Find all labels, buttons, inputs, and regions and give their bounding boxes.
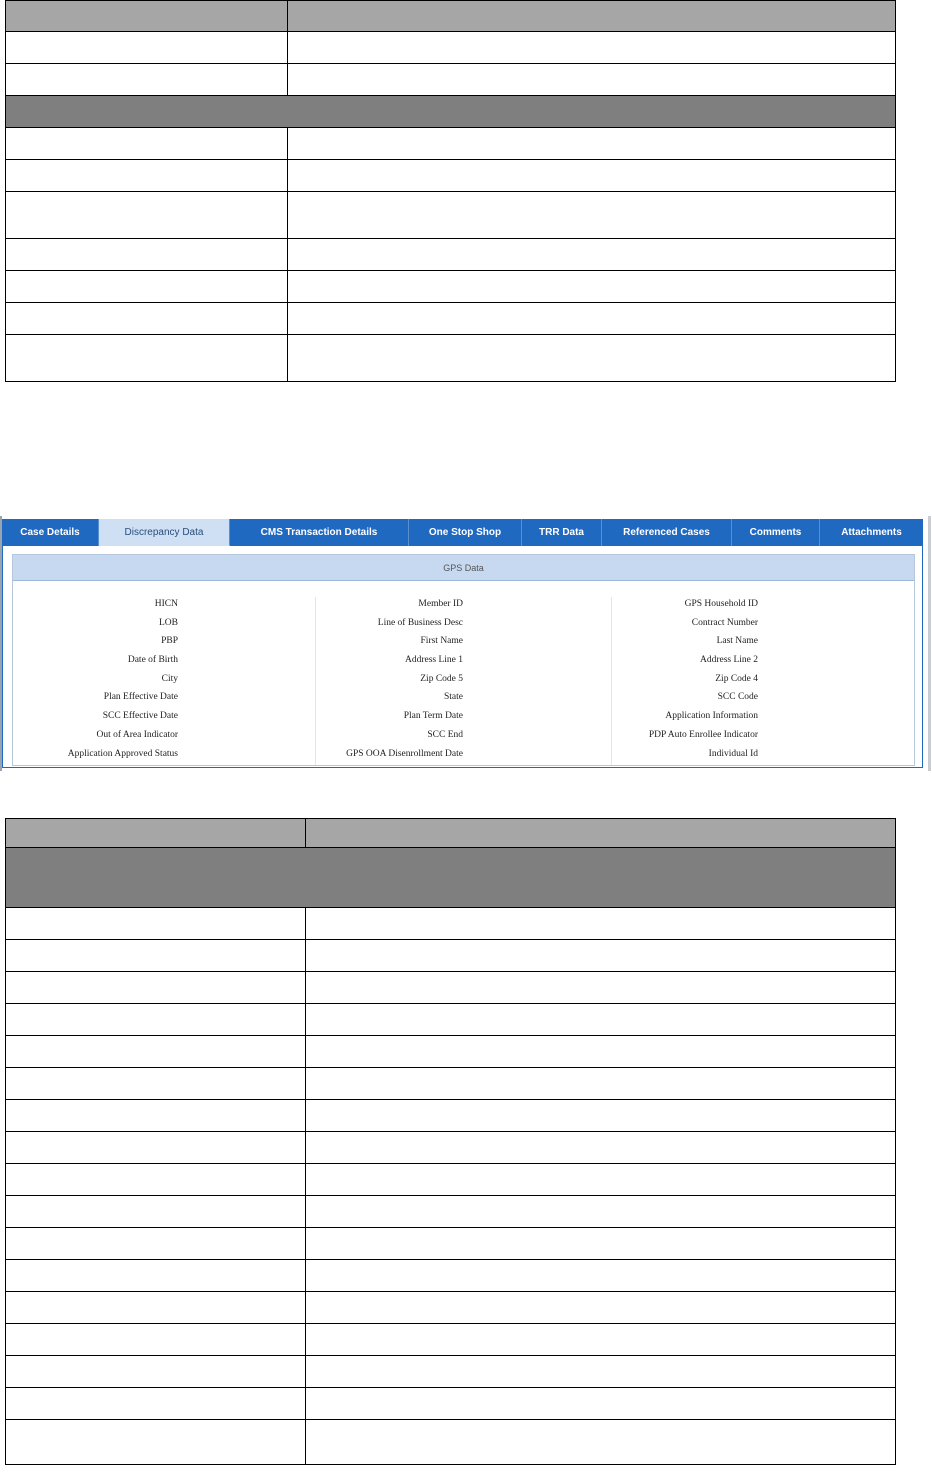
gps-field-label: Contract Number: [691, 617, 758, 628]
tab-comments[interactable]: Comments: [732, 519, 820, 546]
gps-field-label: Member ID: [418, 599, 463, 609]
gps-field-label: HICN: [154, 599, 178, 609]
case-detail-panel: [0, 516, 932, 771]
table-row: [6, 1068, 896, 1100]
gps-field-label: Zip Code 4: [715, 673, 758, 684]
table-row: [6, 239, 896, 271]
gps-field-label: PBP: [161, 636, 178, 647]
gps-field-label: PDP Auto Enrollee Indicator: [648, 729, 758, 740]
table-row: [6, 192, 896, 239]
gps-field-label: Out of Area Indicator: [96, 729, 178, 740]
table-row: [6, 128, 896, 160]
table-section-row: [6, 848, 896, 908]
gps-field-label: SCC Code: [717, 692, 758, 703]
gps-field-label: Application Information: [665, 711, 758, 722]
tab-trr-data[interactable]: TRR Data: [522, 519, 602, 546]
gps-column-3: [498, 595, 758, 763]
tab-cms-transaction-details[interactable]: CMS Transaction Details: [230, 519, 409, 546]
gps-data-section: [12, 554, 915, 766]
gps-section-title: GPS Data: [13, 555, 914, 581]
table-row: [6, 1196, 896, 1228]
table-row: [6, 1420, 896, 1465]
tab-discrepancy-data[interactable]: Discrepancy Data: [99, 519, 230, 546]
table-row: [6, 1036, 896, 1068]
table-row: [6, 1356, 896, 1388]
gps-field-label: SCC End: [427, 729, 463, 740]
tab-bar: [2, 519, 923, 546]
table-row: [6, 972, 896, 1004]
table-row: [6, 1388, 896, 1420]
top-document-table: [5, 0, 896, 382]
gps-field-label: Application Approved Status: [67, 748, 178, 759]
table-row: [6, 1292, 896, 1324]
gps-field-label: Last Name: [716, 636, 758, 647]
tab-referenced-cases[interactable]: Referenced Cases: [602, 519, 732, 546]
table-row: [6, 303, 896, 335]
tab-case-details[interactable]: Case Details: [2, 519, 99, 546]
bottom-document-table: [5, 818, 896, 1465]
table-row: [6, 940, 896, 972]
table-row: [6, 1260, 896, 1292]
gps-field-label: City: [161, 673, 178, 684]
gps-field-label: First Name: [420, 636, 463, 647]
table-header-row: [6, 1, 896, 32]
gps-field-label: Address Line 1: [404, 655, 463, 666]
tab-attachments[interactable]: Attachments: [841, 527, 902, 538]
table-row: [6, 1164, 896, 1196]
gps-field-label: Date of Birth: [127, 655, 178, 666]
gps-field-label: Plan Effective Date: [103, 692, 178, 703]
gps-column-1: [0, 595, 178, 763]
gps-field-label: Address Line 2: [699, 655, 758, 666]
table-row: [6, 1100, 896, 1132]
tab-one-stop-shop[interactable]: One Stop Shop: [409, 519, 522, 546]
gps-field-label: Individual Id: [708, 748, 758, 759]
table-row: [6, 64, 896, 96]
table-row: [6, 908, 896, 940]
table-row: [6, 32, 896, 64]
table-row: [6, 1004, 896, 1036]
table-row: [6, 1324, 896, 1356]
table-row: [6, 160, 896, 192]
table-row: [6, 1228, 896, 1260]
panel-right-edge: [928, 516, 931, 771]
gps-field-label: Zip Code 5: [420, 673, 463, 684]
table-row: [6, 335, 896, 382]
gps-field-label: GPS Household ID: [684, 599, 758, 609]
gps-field-label: State: [444, 692, 463, 703]
gps-field-label: Line of Business Desc: [377, 617, 463, 628]
gps-field-label: LOB: [159, 617, 178, 628]
table-header-row: [6, 819, 896, 848]
table-section-row: [6, 96, 896, 128]
gps-field-label: SCC Effective Date: [102, 711, 178, 722]
gps-field-label: GPS OOA Disenrollment Date: [346, 748, 463, 759]
table-row: [6, 1132, 896, 1164]
gps-column-2: [203, 595, 463, 763]
gps-field-label: Plan Term Date: [403, 711, 463, 722]
table-row: [6, 271, 896, 303]
tab-content: [2, 546, 923, 768]
